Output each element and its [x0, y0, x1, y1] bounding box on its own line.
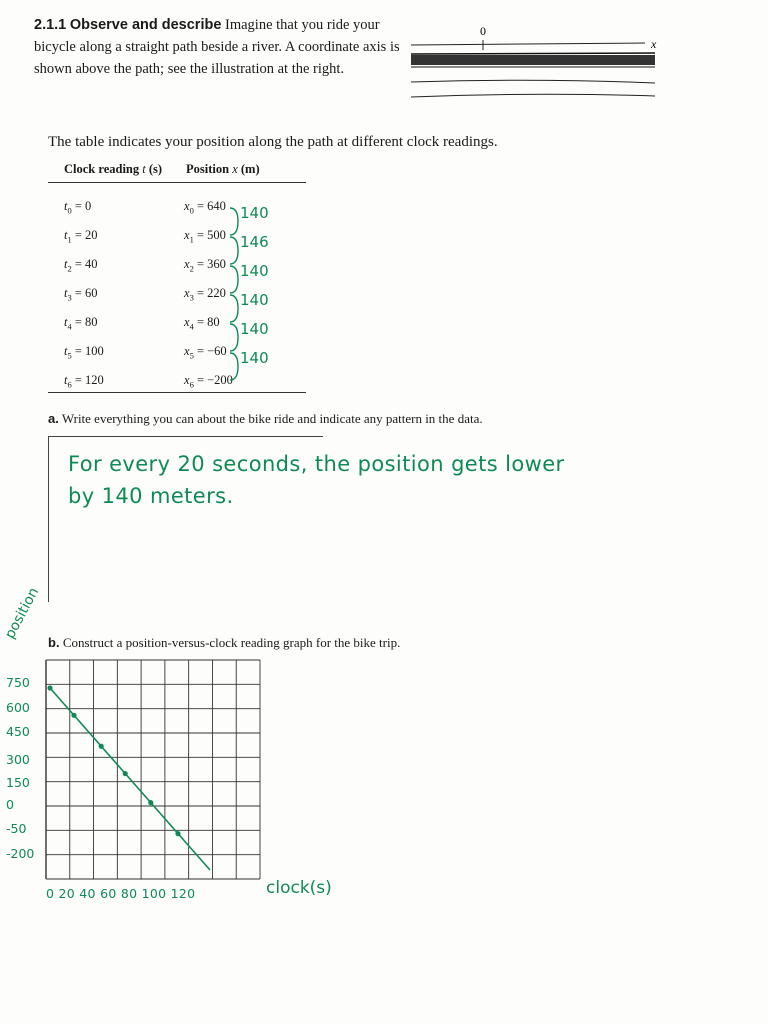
graph-x-axis-title: clock(s) — [266, 878, 332, 898]
problem-intro — [34, 14, 404, 80]
graph-data-point — [175, 831, 180, 836]
table-header-position: Position x (m) — [186, 162, 260, 176]
table-cell-clock: $t_0 = 0$ — [64, 199, 92, 216]
answer-box-top-rule — [48, 436, 323, 437]
graph-y-tick: 450 — [6, 724, 30, 739]
question-b-text: Construct a position-versus-clock reading graph for the bike trip. — [62, 635, 401, 650]
problem-number: 2.1.1 — [34, 17, 67, 33]
handwritten-difference: 140 — [240, 320, 269, 338]
handwritten-difference: 146 — [240, 233, 269, 251]
graph-data-point — [123, 771, 128, 776]
axis-origin-label: 0 — [480, 24, 486, 38]
table-cell-clock: $t_3 = 60$ — [64, 286, 98, 303]
graph-x-tick-labels: 0 20 40 60 80 100 120 — [46, 886, 196, 901]
table-caption: The table indicates your position along the path at different clock readings. — [48, 134, 498, 150]
difference-bracket — [230, 295, 238, 322]
graph-grid — [46, 660, 260, 879]
table-cell-clock: $t_2 = 40$ — [64, 257, 98, 274]
table-cell-position: $x_5 = -60$ — [184, 344, 227, 361]
handwritten-difference: 140 — [240, 291, 269, 309]
river-path-illustration — [405, 20, 665, 110]
difference-bracket — [230, 353, 238, 380]
difference-bracket — [230, 324, 238, 351]
table-header-rule — [48, 182, 306, 183]
graph-data-point — [71, 713, 76, 718]
graph-y-tick: 750 — [6, 675, 30, 690]
problem-heading: Observe and describe — [69, 17, 222, 33]
answer-a-line-1: For every 20 seconds, the position gets lower — [68, 452, 565, 476]
question-b — [48, 635, 400, 651]
axis-x-label: x — [651, 37, 657, 51]
path-edge-top — [411, 53, 655, 54]
graph-data-point — [148, 800, 153, 805]
question-a-label: a. — [48, 411, 59, 426]
handwritten-difference: 140 — [240, 262, 269, 280]
table-cell-clock: $t_5 = 100$ — [64, 344, 104, 361]
question-a-text: Write everything you can about the bike ride and indicate any pattern in the data. — [61, 411, 483, 426]
difference-bracket — [230, 237, 238, 264]
question-a — [48, 411, 483, 427]
table-cell-clock: $t_6 = 120$ — [64, 373, 104, 390]
river-bank-line — [411, 94, 655, 97]
table-cell-position: $x_6 = -200$ — [184, 373, 233, 390]
graph-y-tick: 0 — [6, 797, 14, 812]
table-cell-position: $x_2 = 360$ — [184, 257, 226, 274]
answer-a — [68, 448, 588, 512]
table-bottom-rule — [48, 392, 306, 393]
bike-path-band — [411, 55, 655, 65]
answer-box-left-rule — [48, 437, 49, 602]
table-cell-position: $x_4 = 80$ — [184, 315, 220, 332]
graph-data-point — [99, 744, 104, 749]
table-cell-clock: $t_4 = 80$ — [64, 315, 98, 332]
position-vs-time-graph — [44, 658, 264, 883]
difference-brackets — [226, 200, 256, 400]
graph-y-tick: 300 — [6, 752, 30, 767]
graph-y-tick: 150 — [6, 775, 30, 790]
table-cell-position: $x_0 = 640$ — [184, 199, 226, 216]
difference-bracket — [230, 208, 238, 235]
answer-a-line-2: by 140 meters. — [68, 484, 234, 508]
problem-text: Imagine that you ride your bicycle along a straight path beside a river. A coordinate axis is shown above the path; see the illustration at the right. — [34, 17, 400, 77]
graph-y-tick: -200 — [6, 846, 35, 861]
river-bank-line — [411, 80, 655, 83]
coordinate-axis-line — [411, 43, 645, 45]
graph-y-tick: -50 — [6, 821, 27, 836]
table-cell-position: $x_3 = 220$ — [184, 286, 226, 303]
table-cell-clock: $t_1 = 20$ — [64, 228, 98, 245]
handwritten-difference: 140 — [240, 204, 269, 222]
graph-y-tick: 600 — [6, 700, 30, 715]
graph-y-axis-title: position — [2, 585, 43, 642]
graph-data-point — [47, 685, 52, 690]
table-cell-position: $x_1 = 500$ — [184, 228, 226, 245]
table-header-clock: Clock reading t (s) — [64, 162, 163, 176]
question-b-label: b. — [48, 635, 60, 650]
handwritten-difference: 140 — [240, 349, 269, 367]
difference-bracket — [230, 266, 238, 293]
